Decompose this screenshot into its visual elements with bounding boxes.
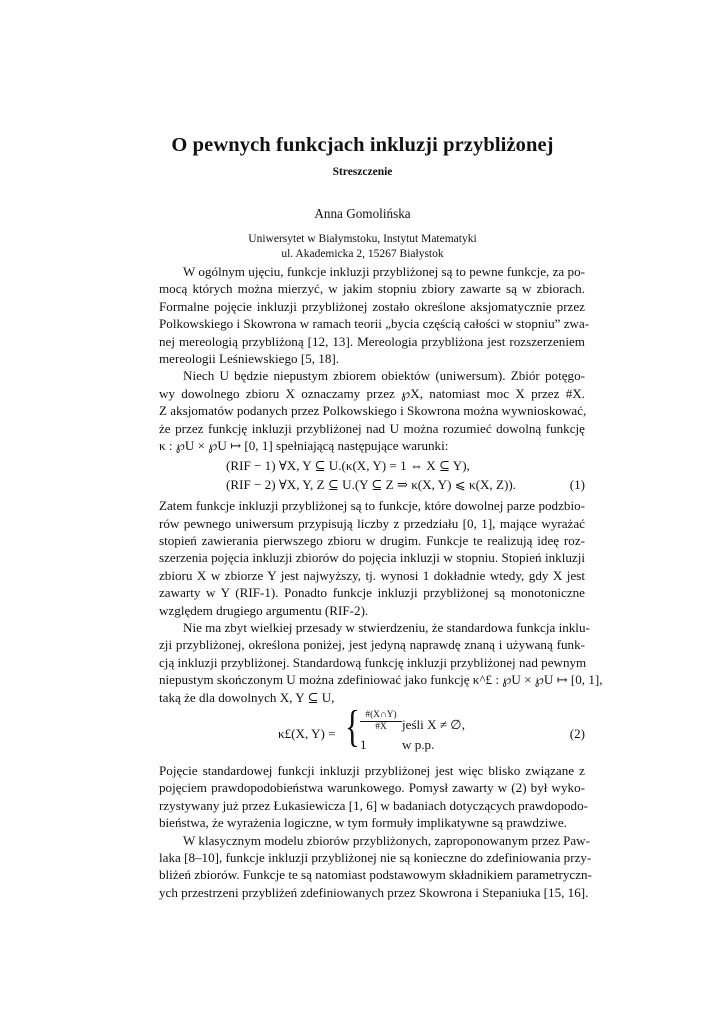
text-line: ych przestrzeni przybliżeń zdefiniowanych przez Skowrona i Stepaniuka [15, 16]. — [159, 884, 589, 900]
paragraph-2 — [159, 367, 585, 454]
affiliation-line: Uniwersytet w Białymstoku, Instytut Matematyki — [248, 233, 477, 245]
equation-1 — [159, 455, 585, 495]
fraction-numerator: #(X∩Y) — [360, 710, 402, 722]
text-line: laka [8–10], funkcje inkluzji przybliżonej nie są konieczne do zdefiniowania przy- — [159, 849, 592, 865]
equation-lhs: κ£(X, Y) = — [278, 725, 336, 741]
fraction — [360, 710, 402, 733]
paragraph-4 — [159, 619, 603, 706]
case-value: 1 — [360, 736, 367, 752]
text-line: cją inkluzji przybliżonej. Standardową funkcję inkluzji przybliżonej nad pewnym — [159, 654, 587, 670]
text-line: taką że dla dowolnych X, Y ⊆ U, — [159, 689, 335, 705]
paragraph-6 — [159, 832, 592, 902]
text-line: stopień zawierania pierwszego zbioru w drugim. Funkcje te realizują ideę roz- — [159, 533, 585, 549]
text-line: Nie ma zbyt wielkiej przesady w stwierdzeniu, że standardowa funkcja inklu- — [183, 620, 590, 636]
fraction-denominator: #X — [375, 721, 387, 732]
equation-line: (RIF − 1) ∀X, Y ⊆ U.(κ(X, Y) = 1 ⇔ X ⊆ Y), — [226, 458, 470, 474]
text-line: Zatem funkcje inkluzji przybliżonej są to funkcje, które dowolnej parze podzbio- — [159, 498, 585, 514]
text-line: nej mereologią przybliżoną [12, 13]. Mereologia przybliżona jest rozszerzeniem — [159, 333, 585, 349]
paragraph-1 — [159, 263, 590, 367]
equation-number: (1) — [569, 477, 585, 493]
abstract-body — [159, 263, 603, 901]
text-line: zji przybliżonej, określona poniżej, jest jedyną naprawdę znaną i używaną funk- — [159, 637, 585, 653]
text-line: W ogólnym ujęciu, funkcje inkluzji przybliżonej są to pewne funkcje, za po- — [183, 264, 585, 279]
case-condition: w p.p. — [402, 736, 435, 752]
paper-subtitle: Streszczenie — [332, 166, 393, 178]
paragraph-5 — [159, 762, 588, 832]
text-line: zbioru X w zbiorze Y jest najwyższy, tj. wynosi 1 dokładnie wtedy, gdy X jest — [159, 567, 585, 583]
text-line: wy dowolnego zbioru X oznaczamy przez ℘X, natomiast moc X przez #X. — [159, 385, 585, 401]
text-line: pojęciem prawdopodobieństwa warunkowego. Pomysł zawarty w (2) był wyko- — [159, 780, 585, 796]
text-line: W klasycznym modelu zbiorów przybliżonych, zaproponowanym przez Paw- — [183, 832, 590, 848]
affiliation-line: ul. Akademicka 2, 15267 Białystok — [281, 248, 444, 260]
text-line: bieństwa, że wyrażenia logiczne, w tym formuły implikatywne są prawdziwe. — [159, 815, 567, 831]
equation-number: (2) — [569, 725, 585, 741]
text-line: niepustym skończonym U można zdefiniować jako funkcję κ^£ : ℘U × ℘U ↦ [0, 1], — [159, 672, 603, 688]
equation-2 — [159, 701, 585, 760]
text-line: Niech U będzie niepustym zbiorem obiektów (uniwersum). Zbiór potęgo- — [183, 368, 585, 384]
text-line: mereologii Leśniewskiego [5, 18]. — [159, 350, 339, 366]
text-line: rów pewnego uniwersum przypisują liczby z przedziału [0, 1], mające wyrażać — [159, 515, 585, 531]
text-line: że przez funkcję inkluzji przybliżonej nad U można rozumieć dowolną funkcję — [159, 420, 585, 436]
left-brace: { — [345, 701, 360, 751]
paper-title: O pewnych funkcjach inkluzji przybliżonej — [171, 134, 554, 156]
paragraph-3 — [159, 497, 585, 619]
text-line: κ : ℘U × ℘U ↦ [0, 1] spełniającą następujące warunki: — [159, 437, 449, 453]
text-line: względem drugiego argumentu (RIF-2). — [159, 602, 369, 618]
text-line: Polkowskiego i Skowrona w ramach teorii „bycia częścią całości w stopniu” zwa- — [159, 316, 590, 332]
equation-line: (RIF − 2) ∀X, Y, Z ⊆ U.(Y ⊆ Z ⇒ κ(X, Y) ⩽ κ(X, Z)). — [226, 477, 516, 493]
text-line: Pojęcie standardowej funkcji inkluzji przybliżonej jest więc blisko związane z — [159, 762, 585, 778]
text-line: rzystywany już przez Łukasiewicza [1, 6] w badaniach dotyczących prawdopodo- — [159, 797, 588, 813]
text-line: Z aksjomatów podanych przez Polkowskiego i Skowrona można wywnioskować, — [159, 403, 587, 419]
text-line: mocą których można mierzyć, w jakim stopniu zbiory zawarte są w zbiorach. — [159, 281, 585, 297]
case-condition: jeśli X ≠ ∅, — [402, 716, 465, 732]
author-name: Anna Gomolińska — [314, 206, 411, 221]
text-line: zawarty w Y (RIF-1). Ponadto funkcje inkluzji przybliżonej są monotoniczne — [159, 585, 585, 601]
text-line: bliżeń zbiorów. Funkcje te są natomiast podstawowym składnikiem parametryczn- — [159, 867, 592, 883]
text-line: szerzenia pojęcia inkluzji zbiorów do pojęcia inkluzji w stopniu. Stopień inkluzji — [159, 550, 585, 566]
text-line: Formalne pojęcie inkluzji przybliżonej zostało określone aksjomatycznie przez — [159, 298, 585, 314]
